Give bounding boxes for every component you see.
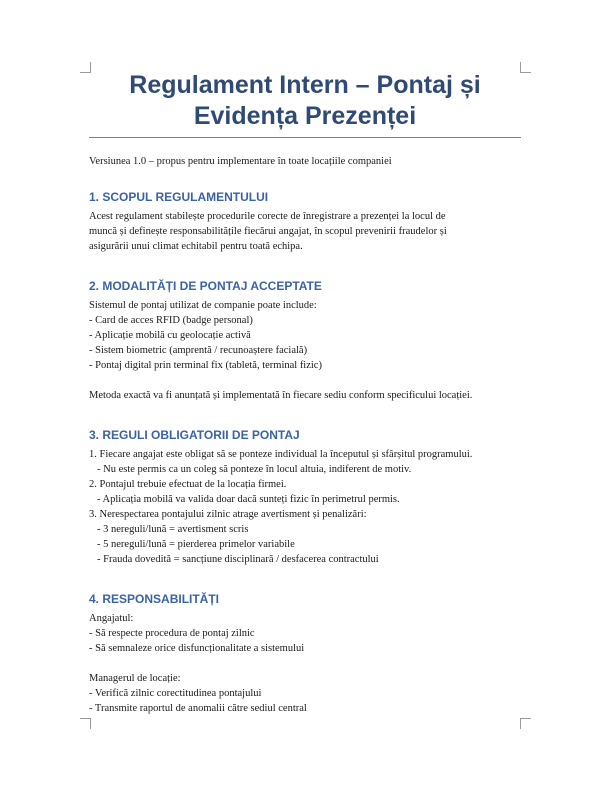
list-item: - Pontaj digital prin terminal fix (tabletă, terminal fizic): [89, 360, 322, 371]
list-item: - Transmite raportul de anomalii către sediul central: [89, 703, 307, 714]
list-item: - Sistem biometric (amprentă / recunoaștere facială): [89, 345, 308, 356]
list-item: - Card de acces RFID (badge personal): [89, 315, 253, 326]
section-heading: 3. REGULI OBLIGATORII DE PONTAJ: [89, 428, 300, 442]
section-heading: 1. SCOPUL REGULAMENTULUI: [89, 190, 269, 204]
section-heading: 2. MODALITĂȚI DE PONTAJ ACCEPTATE: [89, 279, 322, 293]
paragraph-line: asigurării unui climat echitabil pentru toată echipa.: [89, 241, 303, 252]
version-note: Versiunea 1.0 – propus pentru implementare în toate locațiile companiei: [89, 156, 392, 167]
document-body: [89, 70, 521, 716]
crop-mark-bottom-left: [80, 718, 91, 729]
list-item: 2. Pontajul trebuie efectuat de la locația firmei.: [89, 479, 287, 490]
list-item: 1. Fiecare angajat este obligat să se ponteze individual la începutul și sfârșitul programului.: [89, 449, 473, 460]
paragraph-line: Sistemul de pontaj utilizat de companie poate include:: [89, 300, 317, 311]
list-item: - Să respecte procedura de pontaj zilnic: [89, 628, 255, 639]
section-scope: [89, 190, 521, 254]
list-item: - Aplicație mobilă cu geolocație activă: [89, 330, 251, 341]
sub-list-item: - Frauda dovedită = sancțiune disciplinară / desfacerea contractului: [97, 554, 379, 565]
document-title: Regulament Intern – Pontaj și Evidența Prezenței: [89, 70, 521, 138]
section-body: [89, 209, 521, 254]
section-body: [89, 611, 521, 716]
sub-list-item: - Aplicația mobilă va valida doar dacă sunteți fizic în perimetrul permis.: [97, 494, 400, 505]
section-heading: 4. RESPONSABILITĂȚI: [89, 592, 220, 606]
blank-line: [89, 656, 521, 671]
paragraph-line: Angajatul:: [89, 613, 134, 624]
crop-mark-bottom-right: [520, 718, 531, 729]
section-methods: [89, 279, 521, 403]
crop-mark-top-right: [520, 62, 531, 73]
paragraph-line: Acest regulament stabilește procedurile corecte de înregistrare a prezenței la locul de: [89, 211, 446, 222]
sub-list-item: - 3 nereguli/lună = avertisment scris: [97, 524, 249, 535]
paragraph-line: muncă și definește responsabilitățile fiecărui angajat, în scopul prevenirii fraudelor și: [89, 226, 447, 237]
sub-list-item: - Nu este permis ca un coleg să ponteze în locul altuia, indiferent de motiv.: [97, 464, 412, 475]
section-body: [89, 298, 521, 403]
paragraph-line: Managerul de locație:: [89, 673, 181, 684]
sub-list-item: - 5 nereguli/lună = pierderea primelor variabile: [97, 539, 295, 550]
section-responsibilities: [89, 592, 521, 716]
blank-line: [89, 373, 521, 388]
list-item: 3. Nerespectarea pontajului zilnic atrage avertisment și penalizări:: [89, 509, 367, 520]
section-rules: [89, 428, 521, 567]
paragraph-line: Metoda exactă va fi anunțată și implementată în fiecare sediu conform specificului locației.: [89, 390, 473, 401]
list-item: - Să semnaleze orice disfuncționalitate a sistemului: [89, 643, 305, 654]
list-item: - Verifică zilnic corectitudinea pontajului: [89, 688, 262, 699]
section-body: [89, 447, 521, 567]
